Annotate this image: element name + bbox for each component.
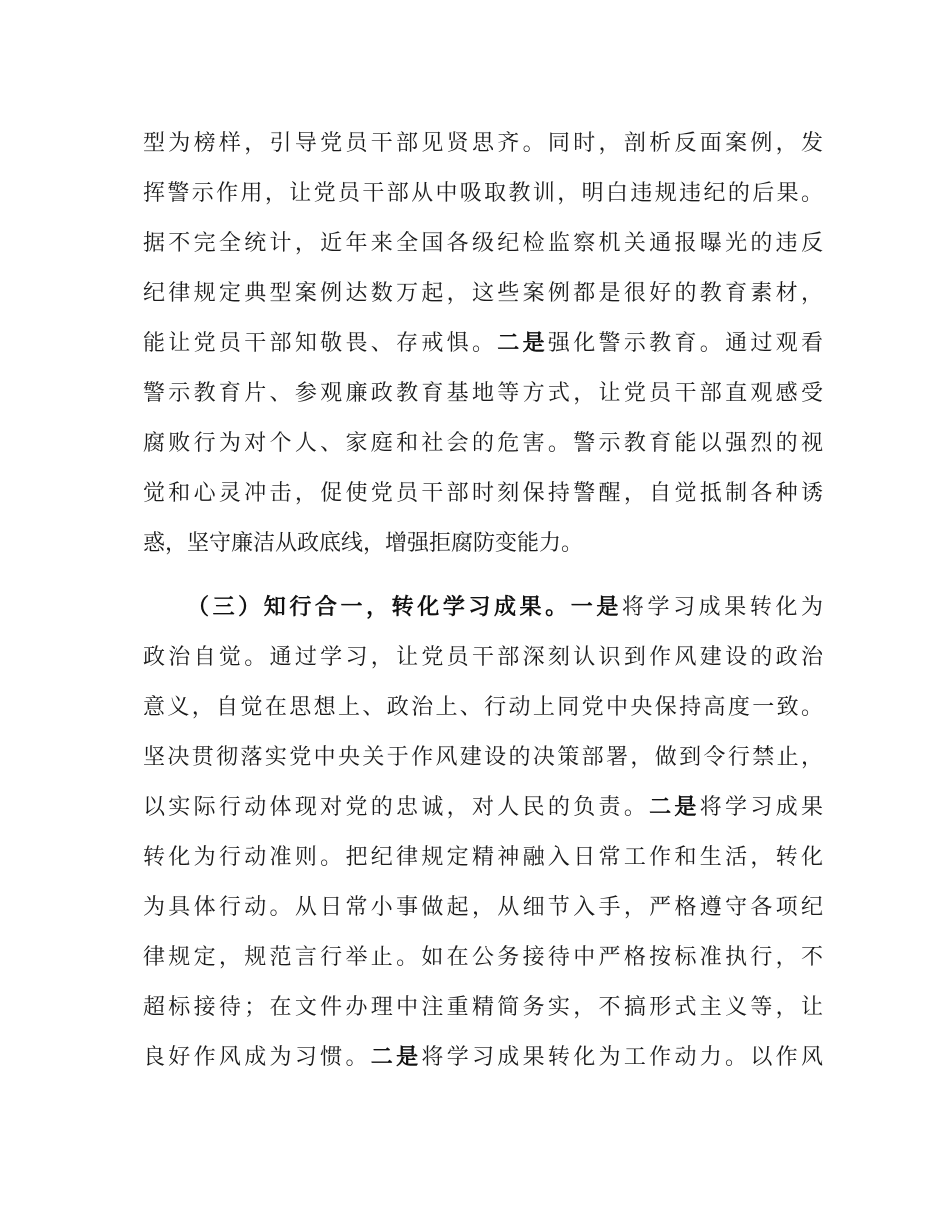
text-line: 型为榜样，引导党员干部见贤思齐。同时，剖析反面案例，发 [143, 131, 823, 156]
point-marker: 二是 [497, 331, 548, 356]
section-heading: （三）知行合一，转化学习成果。 [187, 595, 571, 620]
text-segment: 良好作风成为习惯。 [143, 1045, 371, 1070]
text-line: 惑，坚守廉洁从政底线，增强拒腐防变能力。 [143, 531, 584, 556]
point-marker: 一是 [570, 595, 622, 620]
text-line: 意义，自觉在思想上、政治上、行动上同党中央保持高度一致。 [143, 695, 823, 720]
text-line: 超标接待；在文件办理中注重精简务实，不搞形式主义等，让 [143, 995, 823, 1020]
text-line: 警示教育片、参观廉政教育基地等方式，让党员干部直观感受 [143, 381, 823, 406]
text-segment: 以实际行动体现对党的忠诚，对人民的负责。 [143, 795, 650, 820]
point-marker: 二是 [649, 795, 700, 820]
text-line [143, 324, 823, 364]
text-line: 律规定，规范言行举止。如在公务接待中严格按标准执行，不 [143, 945, 823, 970]
text-line: 挥警示作用，让党员干部从中吸取教训，明白违规违纪的后果。 [143, 181, 823, 206]
text-line: 觉和心灵冲击，促使党员干部时刻保持警醒，自觉抵制各种诱 [143, 481, 823, 506]
text-line: 据不完全统计，近年来全国各级纪检监察机关通报曝光的违反 [143, 231, 823, 256]
text-line: 坚决贯彻落实党中央关于作风建设的决策部署，做到令行禁止， [143, 745, 823, 770]
section-heading-line [187, 588, 823, 628]
text-line [143, 788, 823, 828]
text-line: 腐败行为对个人、家庭和社会的危害。警示教育能以强烈的视 [143, 431, 823, 456]
text-line: 纪律规定典型案例达数万起，这些案例都是很好的教育素材， [143, 281, 823, 306]
text-line: 转化为行动准则。把纪律规定精神融入日常工作和生活，转化 [143, 845, 823, 870]
text-line [143, 1038, 823, 1078]
text-segment: 能让党员干部知敬畏、存戒惧。 [143, 331, 498, 356]
text-segment: 将学习成果 [699, 795, 823, 820]
point-marker: 二是 [370, 1045, 422, 1070]
text-line: 为具体行动。从日常小事做起，从细节入手，严格遵守各项纪 [143, 895, 823, 920]
text-segment: 将学习成果转化为工作动力。以作风 [421, 1045, 823, 1070]
text-segment: 强化警示教育。通过观看 [547, 331, 823, 356]
text-line: 政治自觉。通过学习，让党员干部深刻认识到作风建设的政治 [143, 645, 823, 670]
text-segment: 将学习成果转化为 [621, 595, 823, 620]
